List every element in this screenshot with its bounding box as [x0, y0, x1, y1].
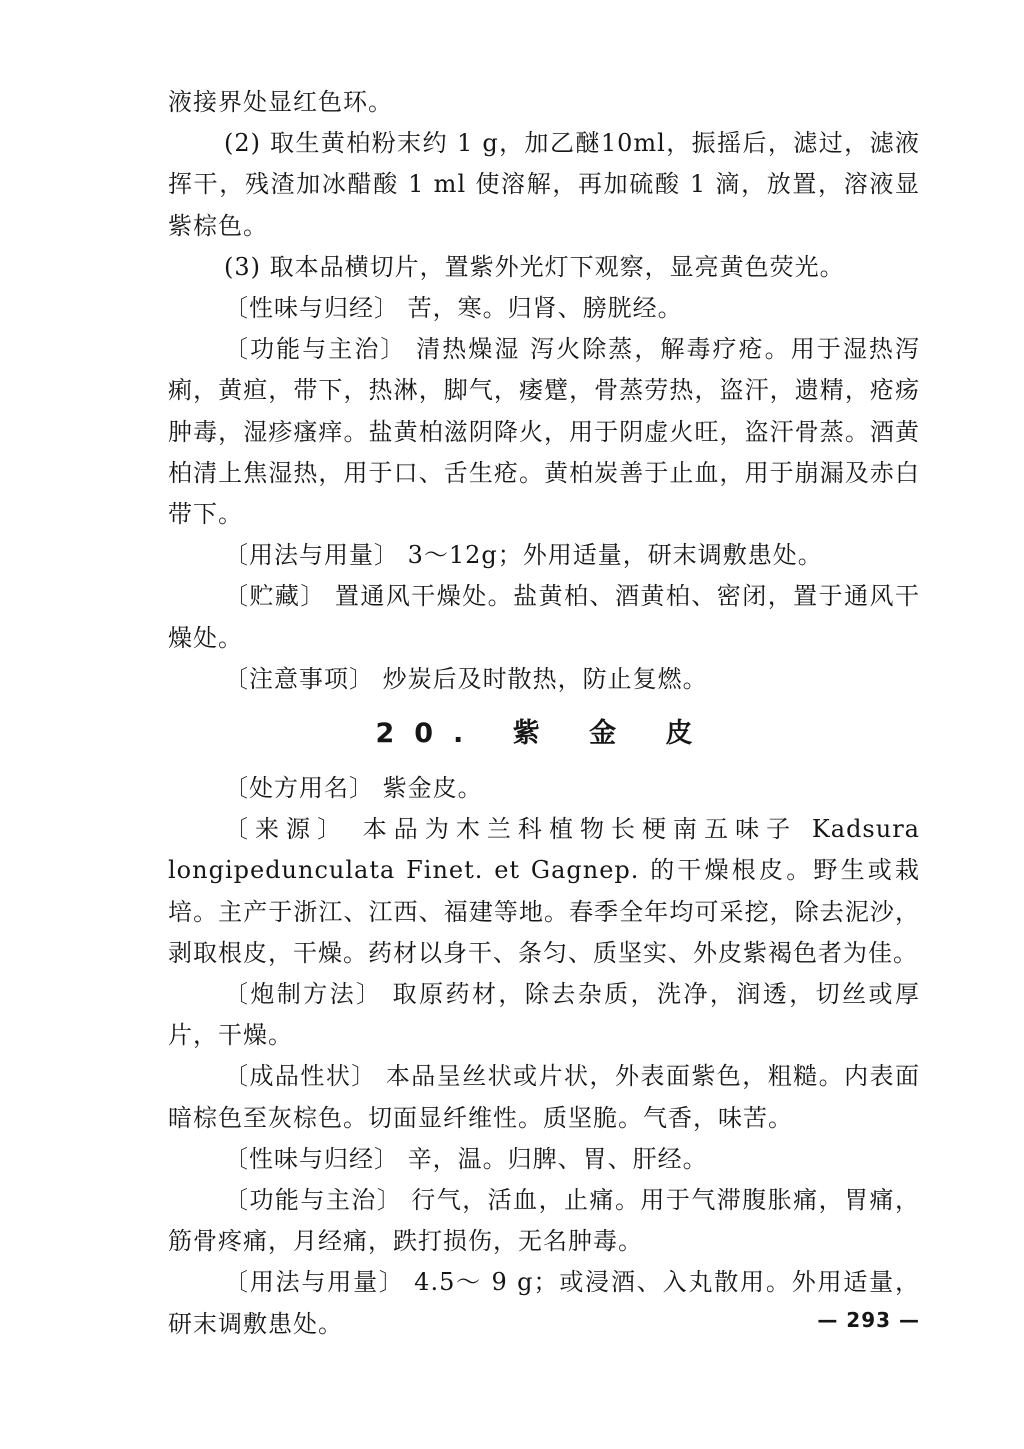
paragraph: 〔炮制方法〕 取原药材，除去杂质，洗净，润透，切丝或厚片，干燥。 [168, 980, 920, 1050]
paragraph: 液接界处显红色环。 [168, 88, 393, 116]
paragraph: (2) 取生黄柏粉末约 1 g，加乙醚10ml，振摇后，滤过，滤液挥干，残渣加冰醋酸 1 ml 使溶解，再加硫酸 1 滴，放置，溶液显紫棕色。 [168, 129, 920, 240]
page-body [168, 82, 920, 1345]
paragraph: 〔用法与用量〕 3～12g；外用适量，研末调敷患处。 [224, 541, 823, 570]
paragraph: 〔性味与归经〕 苦，寒。归肾、膀胱经。 [224, 294, 683, 323]
section-title: 20. 紫 金 皮 [375, 718, 713, 750]
paragraph: 〔成品性状〕 本品呈丝状或片状，外表面紫色，粗糙。内表面暗棕色至灰棕色。切面显纤维性。质坚脆。气香，味苦。 [168, 1062, 920, 1132]
paragraph: 〔功能与主治〕 清热燥湿 泻火除蒸，解毒疗疮。用于湿热泻痢，黄疸，带下，热淋，脚气，痿躄，骨蒸劳热，盗汗，遗精，疮疡肿毒，湿疹瘙痒。盐黄柏滋阴降火，用于阴虚火旺，盗汗骨蒸。酒黄柏清上焦湿热，用于口、舌生疮。黄柏炭善于止血，用于崩漏及赤白带下。 [168, 335, 920, 529]
paragraph: 〔性味与归经〕 辛，温。归脾、胃、肝经。 [224, 1144, 708, 1173]
paragraph: (3) 取本品横切片，置紫外光灯下观察，显亮黄色荧光。 [224, 252, 845, 281]
paragraph: 〔来源〕 本品为木兰科植物长梗南五味子 Kadsura longipedunculata Finet. et Gagnep. 的干燥根皮。野生或栽培。主产于浙江、江西、福建等地。春季全年均可采挖，除去泥沙，剥取根皮，干燥。药材以身干、条匀、质坚实、外皮紫褐色者为佳。 [168, 815, 920, 967]
paragraph: 〔功能与主治〕 行气，活血，止痛。用于气滞腹胀痛，胃痛，筋骨疼痛，月经痛，跌打损伤，无名肿毒。 [168, 1186, 920, 1256]
paragraph: 〔处方用名〕 紫金皮。 [224, 774, 483, 803]
paragraph: 〔用法与用量〕 4.5～ 9 g；或浸酒、入丸散用。外用适量，研末调敷患处。 [168, 1268, 920, 1338]
page-number: — 293 — [817, 1308, 920, 1332]
paragraph: 〔贮藏〕 置通风干燥处。盐黄柏、酒黄柏、密闭，置于通风干燥处。 [168, 582, 920, 652]
paragraph: 〔注意事项〕 炒炭后及时散热，防止复燃。 [224, 664, 708, 693]
